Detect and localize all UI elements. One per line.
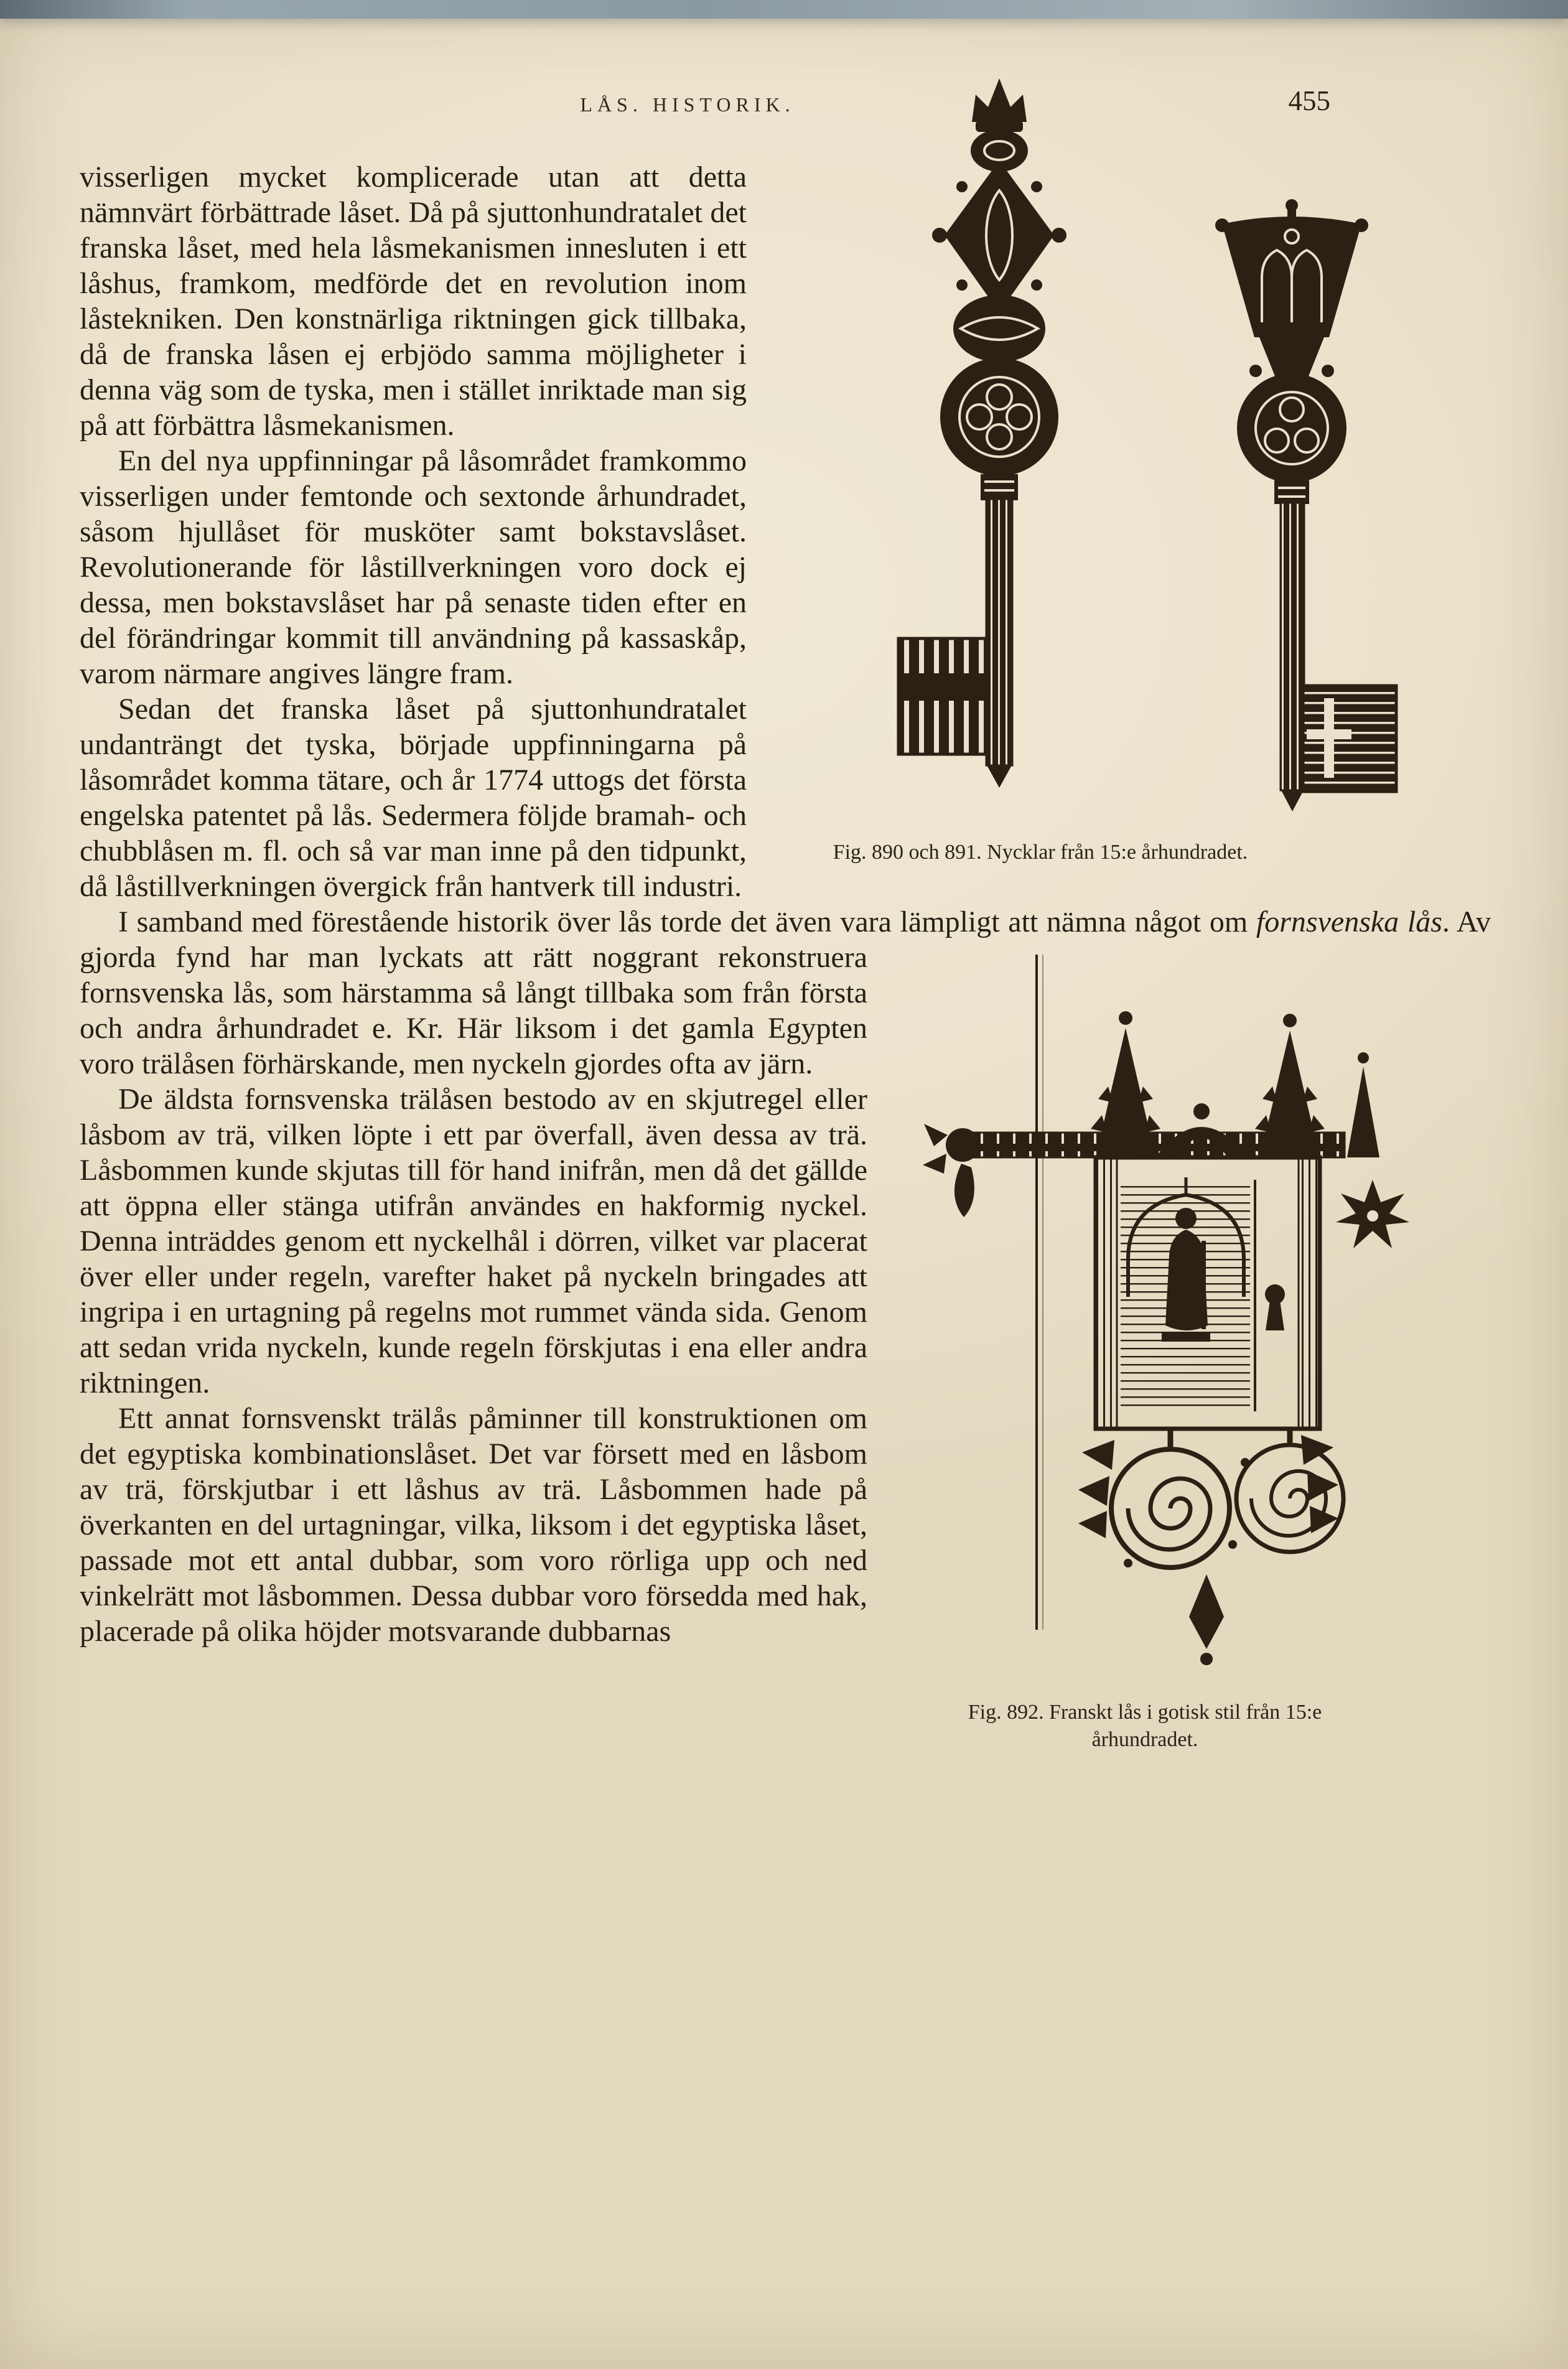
paragraph-4-text-c: fornsvenska lås, som härstamma så långt tillbaka som från första och andra århundradet e. Kr. Här liksom i det gamla Egypten voro trälåsen förhärskande, men nyckeln gjordes ofta av järn. xyxy=(80,976,867,1080)
figure-892 xyxy=(900,948,1491,1754)
figure-890-891 xyxy=(782,68,1491,866)
scan-top-strip xyxy=(0,0,1568,19)
body-text xyxy=(80,159,1491,1767)
page-number: 455 xyxy=(1288,85,1330,116)
running-title: LÅS. HISTORIK. xyxy=(580,93,795,116)
paragraph-6: Ett annat fornsvenskt trälås påminner till konstruktionen om det egyptiska kombinationslåset. Det var försett med en låsbom av trä, förskjutbar i ett låshus av trä. Låsbommen hade på överkanten en del urtagningar, vilka, liksom i det egyptiska låset, passade mot ett antal dubbar, som voro rörliga upp och ned vinkelrätt mot låsbommen. Dessa dubbar voro försedda med hak, placerade på olika höjder motsvarande dubbarnas xyxy=(80,1402,867,1648)
figure-892-caption: Fig. 892. Franskt lås i gotisk stil från 15:e århundradet. xyxy=(968,1701,1322,1751)
paragraph-3: Sedan det franska låset på sjuttonhundratalet undanträngt det tyska, började uppfinningarna på låsområdet komma tätare, och år 1774 uttogs det första engelska patentet på lås. Sedermera följde bramah- och chubblåsen m. fl. och så var man inne på den tidpunkt, då låstillverkningen övergick från hantverk till industri. xyxy=(80,693,747,903)
lock-engraving xyxy=(909,948,1482,1683)
figure-890-891-caption: Fig. 890 och 891. Nycklar från 15:e århundradet. xyxy=(833,841,1248,864)
paragraph-4-text-b: . Av gjorda fynd har man lyckats att rätt noggrant rekonstruera xyxy=(80,905,1491,974)
paragraph-1: visserligen mycket komplicerade utan att detta nämnvärt förbättrade låset. Då på sjuttonhundratalet det franska låset, med hela låsmekanismen innesluten i ett låshus, framkom, medförde det en revolution inom låstekniken. Den konstnärliga riktningen gick tillbaka, då de franska låsen ej erbjödo samma möjligheter i denna väg som de tyska, men i stället inriktade man sig på att förbättra låsmekanismen. xyxy=(80,161,747,442)
paragraph-4-italic: fornsvenska lås xyxy=(1256,905,1442,938)
paragraph-2: En del nya uppfinningar på låsområdet framkommo visserligen under femtonde och sextonde århundradet, såsom hjullåset för musköter samt bokstavslåset. Revolutionerande för låstillverkningen voro dock ej dessa, men bokstavslåset har på senaste tiden efter en del förändringar kommit till användning på kassaskåp, varom närmare angives längre fram. xyxy=(80,444,747,690)
paragraph-5: De äldsta fornsvenska trälåsen bestodo av en skjutregel eller låsbom av trä, vilken löpte i ett par överfall, även dessa av trä. Låsbommen kunde skjutas till för hand inifrån, men då det gällde att öppna eller stänga utifrån användes en hakformig nyckel. Denna inträddes genom ett nyckelhål i dörren, vilket var placerat över eller under regeln, varefter haket på nyckeln bringades att ingripa i en urtagning på regelns mot rummet vända sida. Genom att sedan vrida nyckeln, kunde regeln förskjutas i ena eller andra riktningen. xyxy=(80,1083,867,1399)
keys-engraving xyxy=(794,68,1478,821)
paragraph-4-text-a: I samband med förestående historik över lås torde det även vara lämpligt att nämna något om xyxy=(118,905,1256,938)
